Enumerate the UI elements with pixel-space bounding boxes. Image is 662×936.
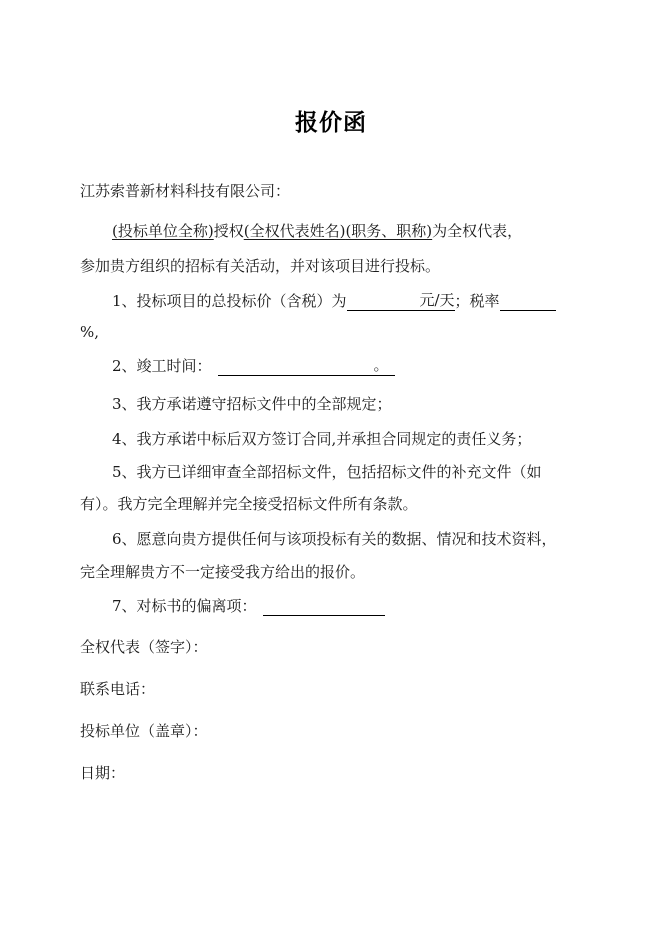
- authorization-tail: 为全权代表，: [432, 222, 523, 240]
- representative-signature: 全权代表（签字）：: [80, 638, 208, 656]
- percent-mark: %,: [80, 323, 100, 341]
- tax-rate-blank[interactable]: [500, 293, 556, 311]
- item-7: [112, 596, 385, 616]
- item-1-mid: ；税率: [454, 292, 500, 310]
- price-unit: 元/天: [419, 291, 455, 309]
- contact-phone: 联系电话：: [80, 680, 156, 698]
- item-1: [112, 291, 556, 311]
- authorization-line-1: [112, 221, 522, 241]
- bidder-unit-placeholder: (投标单位全称): [112, 222, 214, 240]
- item-7-prefix: 7、对标书的偏离项：: [112, 597, 257, 615]
- item-6-line-2: 完全理解贵方不一定接受我方给出的报价。: [80, 563, 366, 581]
- item-1-prefix: 1、投标项目的总投标价（含税）为: [112, 292, 347, 310]
- bidder-unit-seal: 投标单位（盖章）：: [80, 722, 208, 740]
- date-field: 日期：: [80, 764, 126, 782]
- authorize-word: 授权: [213, 222, 244, 240]
- item-2: [112, 356, 395, 376]
- addressee: 江苏索普新材料科技有限公司：: [80, 182, 291, 200]
- item-4: 4、我方承诺中标后双方签订合同,并承担合同规定的责任义务；: [112, 430, 532, 448]
- completion-time-blank[interactable]: [218, 358, 395, 376]
- item-3: 3、我方承诺遵守招标文件中的全部规定；: [112, 395, 392, 413]
- item-6-line-1: 6、愿意向贵方提供任何与该项投标有关的数据、情况和技术资料，: [112, 530, 557, 548]
- authorization-line-2: 参加贵方组织的招标有关活动，并对该项目进行投标。: [80, 257, 441, 275]
- page-title: 报价函: [295, 110, 367, 136]
- deviation-blank[interactable]: [263, 598, 385, 616]
- item-5-line-2: 有）。我方完全理解并完全接受招标文件所有条款。: [80, 495, 418, 513]
- representative-name-placeholder: (全权代表姓名): [243, 222, 346, 240]
- item-2-end-mark: 。: [373, 356, 389, 374]
- item-2-prefix: 2、竣工时间：: [112, 357, 212, 375]
- position-title-placeholder: (职务、职称): [345, 222, 433, 240]
- item-5-line-1: 5、我方已详细审查全部招标文件，包括招标文件的补充文件（如: [112, 463, 542, 481]
- total-price-blank[interactable]: [347, 293, 455, 311]
